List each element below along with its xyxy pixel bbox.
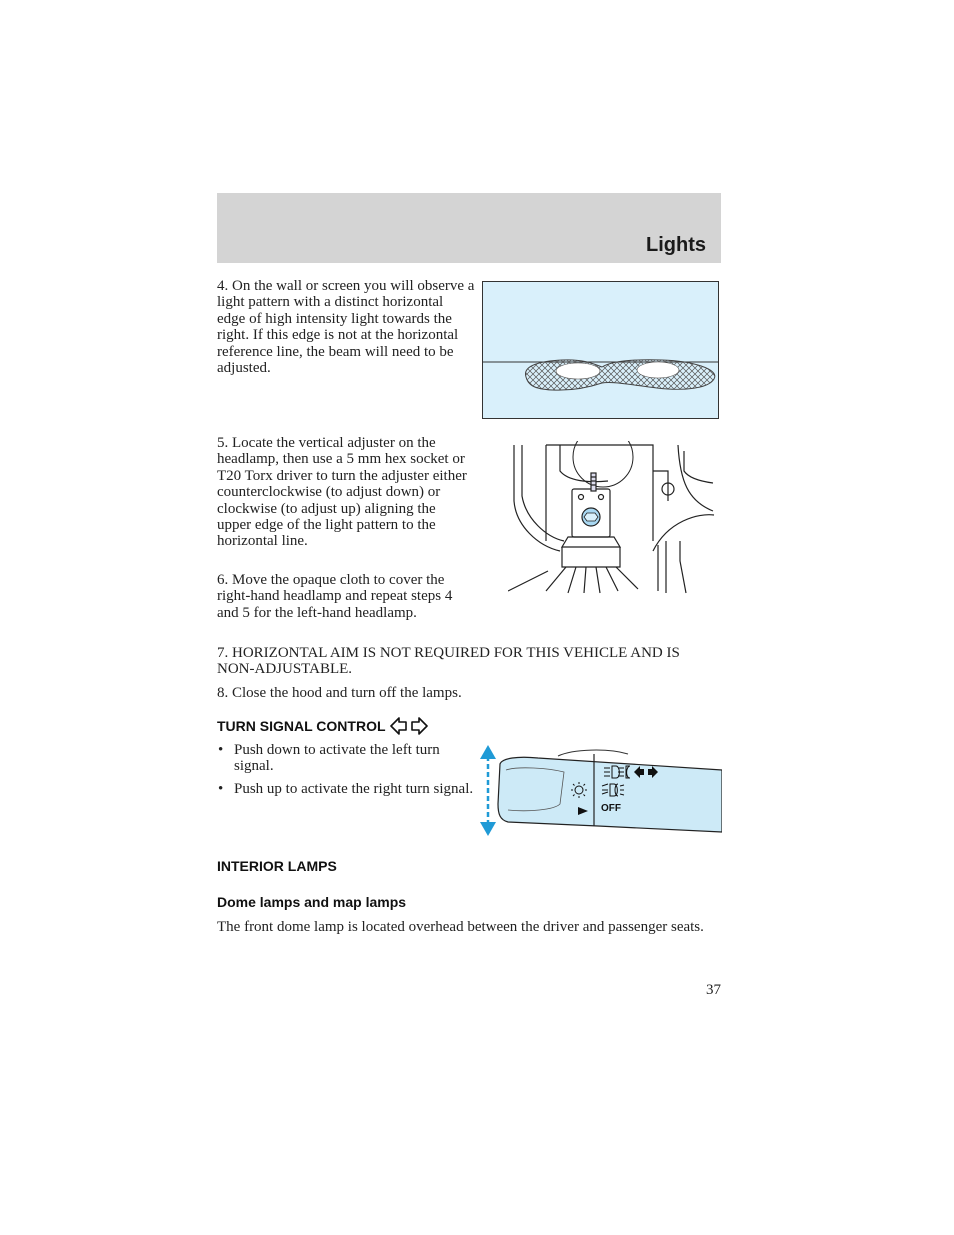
step-7-text: 7. HORIZONTAL AIM IS NOT REQUIRED FOR THIS VEHICLE AND IS NON-ADJUSTABLE. [217, 645, 680, 678]
section-title: Lights [646, 234, 706, 256]
off-label: OFF [601, 803, 621, 814]
dome-lamp-text: The front dome lamp is located overhead between the driver and passenger seats. [217, 919, 704, 935]
turn-signal-heading [217, 717, 428, 735]
step-4-text: 4. On the wall or screen you will observe a light pattern with a distinct horizontal edge of high intensity light towards the right. If this edge is not at the horizontal reference line, the beam will need to be adjusted. [217, 278, 475, 377]
turn-signal-arrows-icon [390, 717, 428, 735]
dome-lamps-subheading: Dome lamps and map lamps [217, 894, 407, 910]
section-header [217, 193, 721, 263]
turn-signal-stalk-figure [478, 744, 722, 838]
beam-pattern-figure [482, 281, 720, 420]
step-5-text: 5. Locate the vertical adjuster on the headlamp, then use a 5 mm hex socket or T20 Torx driver to turn the adjuster either counterclockwise (to adjust down) or clockwise (to adjust up) aligning the upper edge of the light pattern to the horizontal line. [217, 435, 467, 550]
list-item: • Push up to activate the right turn signal. [218, 780, 474, 797]
turn-signal-list [217, 742, 475, 803]
step-8-text: 8. Close the hood and turn off the lamps. [217, 685, 462, 701]
list-item: • Push down to activate the left turn signal. [218, 742, 440, 775]
turn-signal-heading-text: TURN SIGNAL CONTROL [217, 718, 386, 734]
page-number: 37 [706, 982, 721, 998]
stalk-drawing [478, 744, 722, 838]
headlamp-adjuster-figure [508, 441, 716, 595]
interior-lamps-heading: INTERIOR LAMPS [217, 858, 337, 874]
step-6-text: 6. Move the opaque cloth to cover the right-hand headlamp and repeat steps 4 and 5 for the left-hand headlamp. [217, 572, 453, 621]
